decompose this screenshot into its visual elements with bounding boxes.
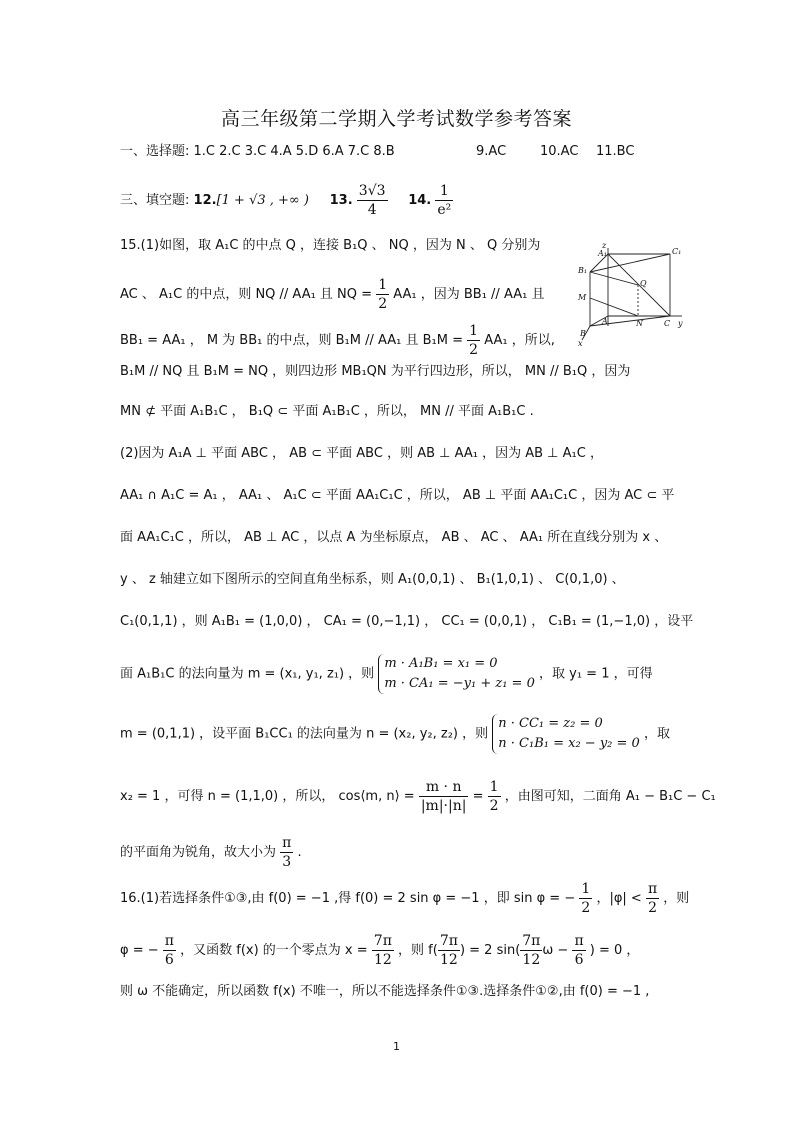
7pi-12-fraction: $\frac{7\pi}{12}$ xyxy=(373,933,392,968)
multiple-choice-answers xyxy=(120,142,395,162)
q15p2-line-6: 面 A₁B₁C 的法向量为 m = (x₁, y₁, z₁) ，则 m · A₁B₁ = x₁ = 0 m · CA₁ = −y₁ + z₁ = 0 ，取 y₁ = 1 ，可得 xyxy=(120,654,653,694)
7pi-12-fraction: $\frac{7\pi}{12}$ xyxy=(522,933,541,968)
q15p2-line-2: AA₁ ∩ A₁C = A₁ ， AA₁ 、 A₁C ⊂ 平面 AA₁C₁C ，所以， AB ⊥ 平面 AA₁C₁C ，因为 AC ⊂ 平 xyxy=(120,488,675,503)
q13-label: 13. xyxy=(329,193,353,208)
q15p2-line-5: C₁(0,1,1) ，则 A₁B₁ = (1,0,0) ， CA₁ = (0,−1,1) ， CC₁ = (0,0,1) ， C₁B₁ = (1,−1,0) ，设平 xyxy=(120,614,694,629)
q15p2-line-7: m = (0,1,1) ，设平面 B₁CC₁ 的法向量为 n = (x₂, y₂, z₂) ，则 n · CC₁ = z₂ = 0 n · C₁B₁ = x₂ − y₂ = 0 ，取 xyxy=(120,714,670,754)
label-C: C xyxy=(664,319,671,328)
page-number: 1 xyxy=(393,1040,400,1053)
q15-line-4: B₁M // NQ 且 B₁M = NQ ，则四边形 MB₁QN 为平行四边形，所以， MN // B₁Q ，因为 xyxy=(120,364,631,379)
pi-sixth-fraction: $\frac{\pi}{6}$ xyxy=(164,933,174,968)
pi-sixth-fraction: $\frac{\pi}{6}$ xyxy=(574,933,584,968)
label-M: M xyxy=(578,293,587,302)
label-B1: B₁ xyxy=(578,266,588,275)
label-z: z xyxy=(602,241,607,250)
cos-fraction: $\frac{m \cdot n}{|m|\cdot|n|}$ xyxy=(420,779,467,814)
multi-answer-9: 9.AC xyxy=(476,144,507,159)
half-fraction: $\frac{1}{2}$ xyxy=(489,779,499,814)
fill-in-answers xyxy=(120,182,453,219)
q14-label: 14. xyxy=(408,193,432,208)
q15-line-2: AC 、 A₁C 的中点，则 NQ // AA₁ 且 NQ = $\frac{1}{2}$ AA₁ ，因为 BB₁ // AA₁ 且 xyxy=(120,277,545,312)
section-label: 三、填空题: xyxy=(120,193,190,208)
q15p2-line-3: 面 AA₁C₁C ，所以， AB ⊥ AC ，以点 A 为坐标原点， AB 、 AC 、 AA₁ 所在直线分别为 x 、 xyxy=(120,530,668,545)
label-A: A xyxy=(602,317,608,326)
label-x: x xyxy=(578,339,583,348)
7pi-12-fraction: $\frac{7\pi}{12}$ xyxy=(439,933,458,968)
pi-half-fraction: $\frac{\pi}{2}$ xyxy=(647,881,658,916)
label-A1: A₁ xyxy=(598,249,607,258)
equation-system-m: m · A₁B₁ = x₁ = 0 m · CA₁ = −y₁ + z₁ = 0 xyxy=(378,654,535,694)
pi-third-fraction: $\frac{\pi}{3}$ xyxy=(282,835,292,870)
q12-label: 12. xyxy=(193,193,217,208)
q13-fraction: $\frac{3√3}{4}$ xyxy=(358,183,386,218)
half-fraction: $\frac{1}{2}$ xyxy=(469,323,479,358)
label-B: B xyxy=(580,329,586,338)
prism-figure xyxy=(572,240,684,348)
label-Q: Q xyxy=(640,279,647,288)
section-label: 一、选择题: xyxy=(120,144,190,159)
q15-line-5: MN ⊄ 平面 A₁B₁C ， B₁Q ⊂ 平面 A₁B₁C ，所以， MN // 平面 A₁B₁C . xyxy=(120,404,534,419)
q15p2-line-1: (2)因为 A₁A ⊥ 平面 ABC ， AB ⊂ 平面 ABC ，则 AB ⊥ AA₁ ，因为 AB ⊥ A₁C ， xyxy=(120,446,603,461)
multi-answer-10: 10.AC xyxy=(540,144,579,159)
q15p2-line-9: 的平面角为锐角，故大小为 $\frac{\pi}{3}$ . xyxy=(120,835,302,870)
q16-line-1: 16.(1)若选择条件①③,由 f(0) = −1 ,得 f(0) = 2 sin φ = −1 ，即 sin φ = − $\frac{1}{2}$ ，|φ| < $\frac{\pi}{2}$ ，则 xyxy=(120,881,690,916)
multi-answer-11: 11.BC xyxy=(596,144,635,159)
page-title: 高三年级第二学期入学考试数学参考答案 xyxy=(220,108,572,130)
q15p2-line-4: y 、 z 轴建立如下图所示的空间直角坐标系，则 A₁(0,0,1) 、 B₁(1,0,1) 、 C(0,1,0) 、 xyxy=(120,572,625,587)
half-fraction: $\frac{1}{2}$ xyxy=(581,881,591,916)
label-y: y xyxy=(678,319,683,328)
choice-answers: 1.C 2.C 3.C 4.A 5.D 6.A 7.C 8.B xyxy=(193,144,395,159)
q15p2-line-8: x₂ = 1 ，可得 n = (1,1,0) ，所以， cos⟨m, n⟩ = $\frac{m \cdot n}{|m|\cdot|n|}$ = $\frac{1}{2}$ ，由图可知，二面角 A₁ − B₁C − C₁ xyxy=(120,779,716,814)
q14-fraction: $\frac{1}{\text{e²}}$ xyxy=(437,183,452,218)
equation-system-n: n · CC₁ = z₂ = 0 n · C₁B₁ = x₂ − y₂ = 0 xyxy=(492,714,640,754)
q12-answer: [1 + √3 , +∞ ) xyxy=(216,193,309,208)
q16-line-2: φ = − $\frac{\pi}{6}$ ，又函数 f(x) 的一个零点为 x = $\frac{7\pi}{12}$ ，则 f( $\frac{7\pi}{12}$ ) = 2 sin( $\frac{7\pi}{12}$ ω − $\frac{\pi}{6}$ ) = 0 ， xyxy=(120,933,640,968)
half-fraction: $\frac{1}{2}$ xyxy=(378,277,388,312)
q15-line-3: BB₁ = AA₁ ， M 为 BB₁ 的中点，则 B₁M // AA₁ 且 B₁M = $\frac{1}{2}$ AA₁ ，所以, xyxy=(120,323,555,358)
q15-line-1: 15.(1)如图，取 A₁C 的中点 Q ，连接 B₁Q 、 NQ ，因为 N 、 Q 分别为 xyxy=(120,238,541,253)
q16-line-3: 则 ω 不能确定，所以函数 f(x) 不唯一，所以不能选择条件①③.选择条件①②,由 f(0) = −1 , xyxy=(120,984,650,999)
label-N: N xyxy=(636,319,643,328)
label-C1: C₁ xyxy=(672,247,682,256)
